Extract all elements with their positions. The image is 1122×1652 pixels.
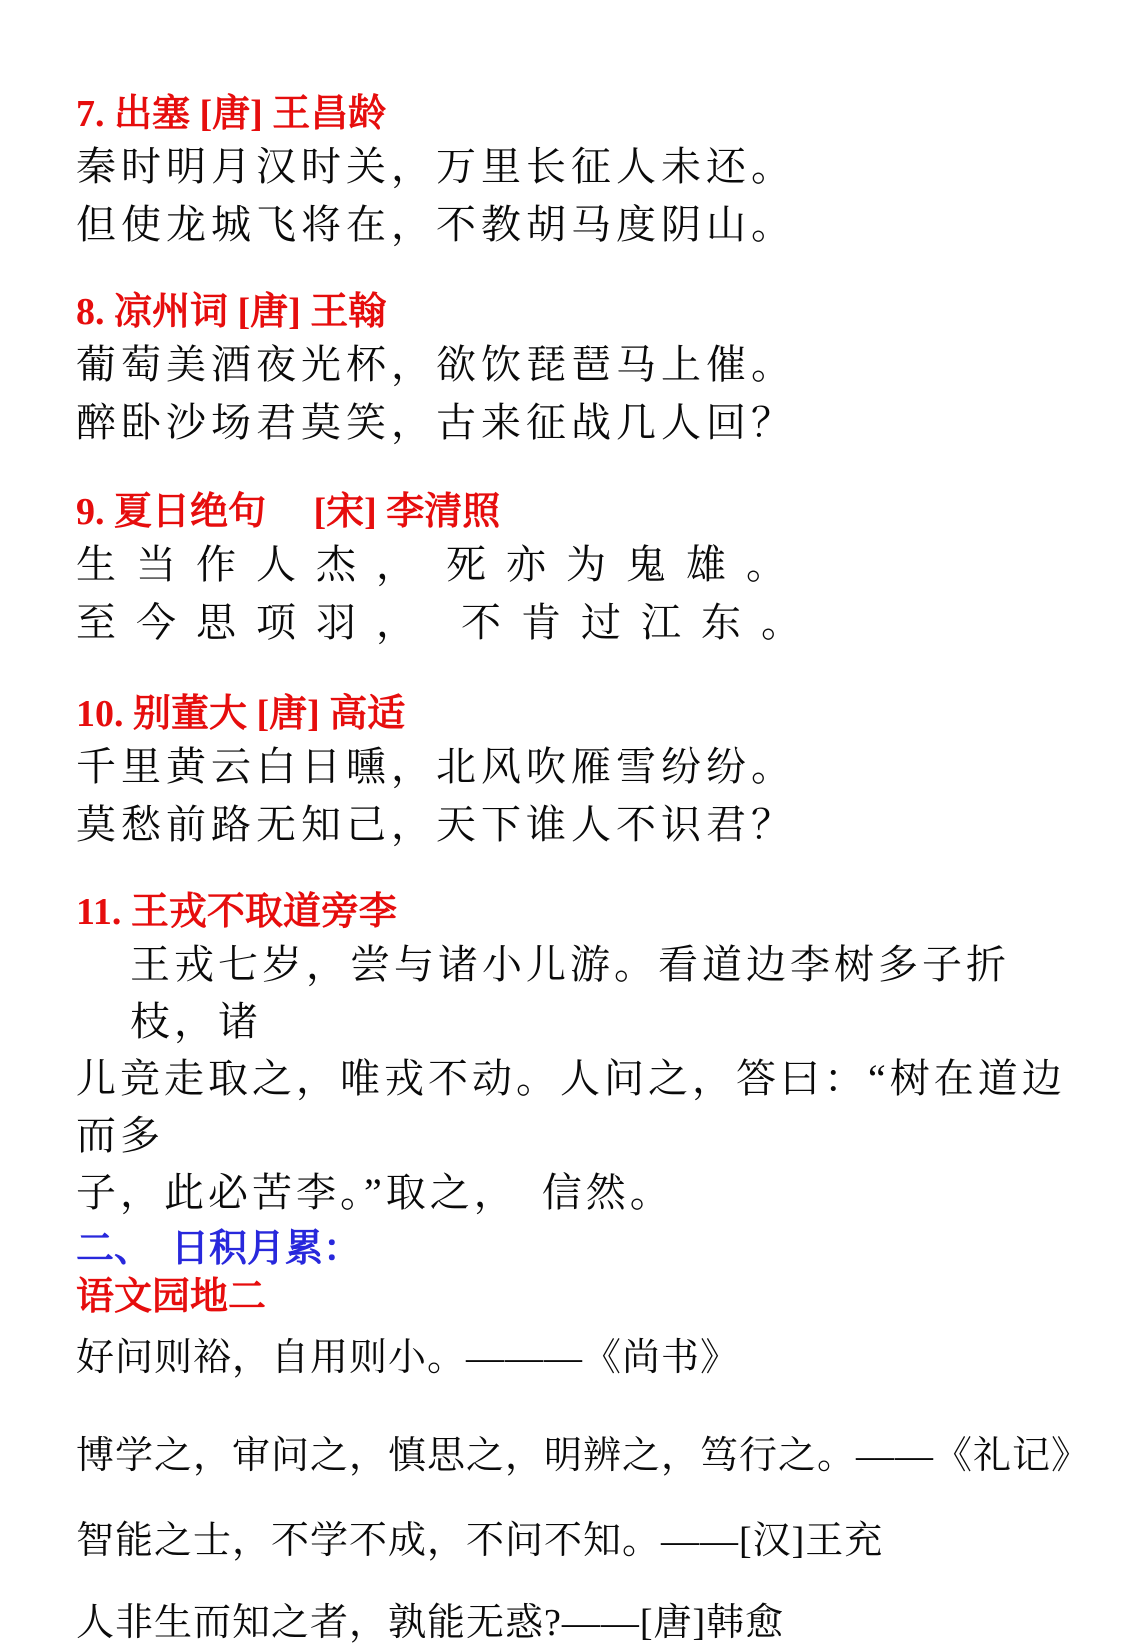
poem-line: 但使龙城飞将在，不教胡马度阴山。 xyxy=(76,202,796,247)
poem-section-8 xyxy=(76,288,1082,452)
prose-line: 儿竞走取之，唯戎不动。人问之，答曰：“树在道边而多 xyxy=(76,1056,1066,1158)
accumulation-subheading: 语文园地二 xyxy=(76,1276,267,1318)
quote-line: 智能之士，不学不成，不问不知。——[汉]王充 xyxy=(76,1520,884,1562)
poem-line: 葡萄美酒夜光杯，欲饮琵琶马上催。 xyxy=(76,342,796,387)
accumulation-section xyxy=(76,1225,1091,1652)
poem-section-7 xyxy=(76,90,1082,254)
poem-title-7: 7. 出塞 [唐] 王昌龄 xyxy=(76,93,387,135)
prose-line: 王戎七岁，尝与诸小儿游。看道边李树多子折枝，诸 xyxy=(130,942,1010,1044)
poem-title-8: 8. 凉州词 [唐] 王翰 xyxy=(76,291,387,333)
poem-line: 至 今 思 项 羽 ， 不 肯 过 江 东 。 xyxy=(76,600,806,645)
prose-title-11: 11. 王戎不取道旁李 xyxy=(76,891,397,933)
poem-section-9 xyxy=(76,488,1082,652)
prose-line: 子，此必苦李。”取之， 信然。 xyxy=(76,1170,674,1215)
poem-line: 醉卧沙场君莫笑，古来征战几人回？ xyxy=(76,400,796,445)
prose-section-11 xyxy=(76,888,1082,1221)
poem-title-10: 10. 别董大 [唐] 高适 xyxy=(76,693,406,735)
quote-line: 好问则裕，自用则小。———《尚书》 xyxy=(76,1337,740,1379)
quote-line: 人非生而知之者，孰能无惑?——[唐]韩愈 xyxy=(76,1602,785,1644)
quote-line: 博学之，审问之，慎思之，明辨之，笃行之。——《礼记》 xyxy=(76,1435,1091,1477)
document-page xyxy=(76,90,1091,1652)
poem-line: 秦时明月汉时关，万里长征人未还。 xyxy=(76,144,796,189)
poem-line: 生 当 作 人 杰 ， 死 亦 为 鬼 雄 。 xyxy=(76,542,791,587)
poem-title-9: 9. 夏日绝句 [宋] 李清照 xyxy=(76,491,501,533)
poem-line: 莫愁前路无知己，天下谁人不识君？ xyxy=(76,802,796,847)
accumulation-heading: 二、 日积月累： xyxy=(76,1228,362,1270)
poem-line: 千里黄云白日曛，北风吹雁雪纷纷。 xyxy=(76,744,796,789)
poem-section-10 xyxy=(76,690,1082,854)
